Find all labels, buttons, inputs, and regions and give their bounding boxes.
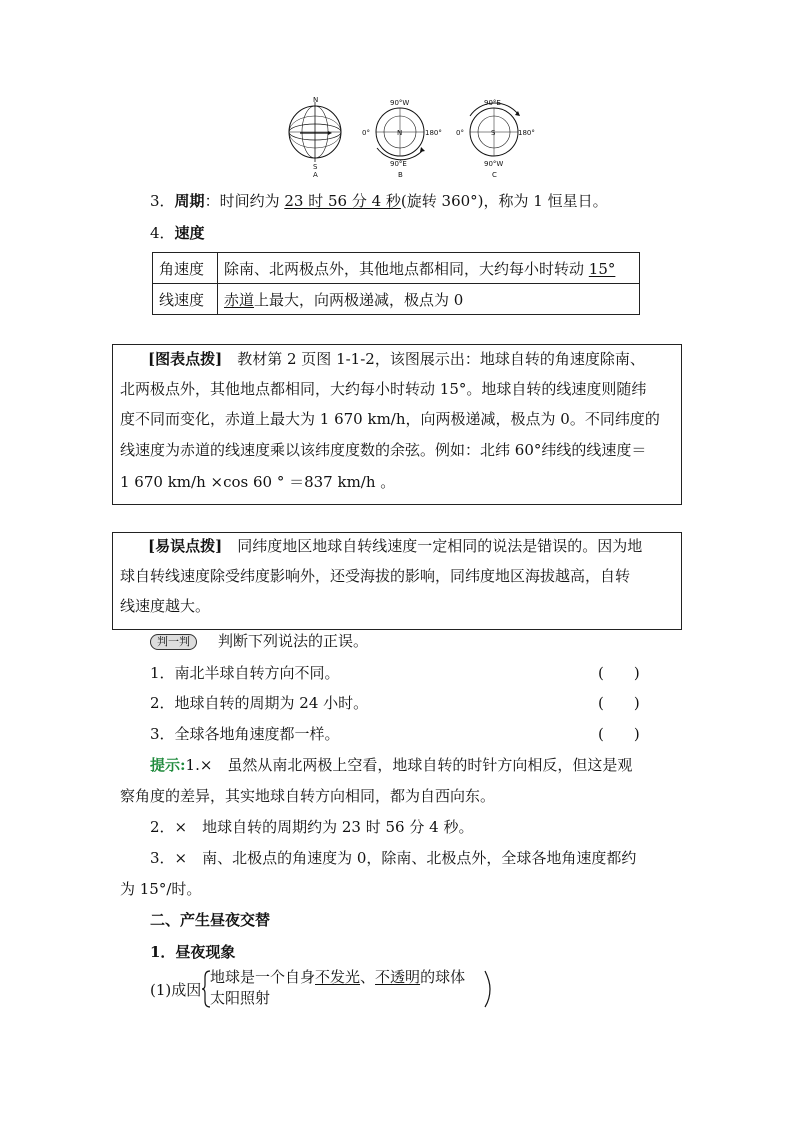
speed-num: 4．: [150, 224, 175, 242]
diagram-c-left-label: 0°: [456, 129, 464, 137]
hint-line-4: 3．× 南、北极点的角速度为 0，除南、北极点外，全球各地角速度都约: [150, 849, 637, 867]
diagram-b-right-label: 180°: [425, 129, 442, 137]
diagram-c-caption: C: [492, 171, 497, 178]
diagram-b-bottom-label: 90°E: [390, 160, 407, 168]
cause1-u2: 不透明: [375, 968, 421, 986]
judge-item-2: 2．地球自转的周期为 24 小时。: [150, 694, 369, 712]
error-tip-line-3: 线速度越大。: [120, 597, 211, 615]
speed-row-angular: [153, 253, 640, 284]
judge-item-3: 3．全球各地角速度都一样。: [150, 725, 340, 743]
cause1-mid: 、: [360, 968, 376, 986]
chart-tip-line-1: [148, 348, 645, 370]
judge-title: 判断下列说法的正误。: [218, 632, 369, 650]
hint-line-5: 为 15°/时。: [120, 880, 202, 898]
judge-badge: 判一判: [150, 634, 197, 650]
diagram-c-top-label: 90°E: [484, 99, 501, 107]
period-text2: (旋转 360°)，称为 1 恒星日。: [400, 192, 608, 210]
judge-item-3-answer: ( ): [598, 725, 640, 743]
diagram-a: [289, 96, 341, 178]
chart-tip-tag: [图表点拨]: [148, 350, 223, 368]
speed-row-linear: [153, 284, 640, 315]
hint-line-2: 察角度的差异，其实地球自转方向相同，都为自西向东。: [120, 787, 496, 805]
cause-label: (1)成因: [150, 981, 202, 999]
period-line: [150, 190, 608, 212]
speed-row-angular-cell: [218, 253, 640, 284]
diagram-c-right-label: 180°: [518, 129, 535, 137]
cause-line-2: 太阳照射: [210, 989, 271, 1007]
speed-row-linear-head: 线速度: [153, 284, 218, 315]
cause1-u1: 不发光: [315, 968, 361, 986]
diagram-c-center-label: S: [491, 129, 496, 137]
speed-row-linear-value: 赤道: [224, 290, 255, 309]
error-tip-line-2: 球自转线速度除受纬度影响外，还受海拔的影响，同纬度地区海拔越高，自转: [120, 567, 631, 585]
judge-item-1: 1．南北半球自转方向不同。: [150, 664, 340, 682]
diagram-c-bottom-label: 90°W: [484, 160, 504, 168]
hint-a1-line1: 1.× 虽然从南北两极上空看，地球自转的时针方向相反，但这是观: [185, 756, 633, 774]
chart-tip-text-1: 教材第 2 页图 1-1-2，该图展示出：地球自转的角速度除南、: [237, 350, 645, 368]
chart-tip-line-2: 北两极点外，其他地点都相同，大约每小时转动 15°。地球自转的线速度则随纬: [120, 380, 647, 398]
judge-item-1-answer: ( ): [598, 664, 640, 682]
speed-row-angular-head: 角速度: [153, 253, 218, 284]
diagram-b-top-label: 90°W: [390, 99, 410, 107]
cause-line-1: [210, 966, 465, 988]
earth-rotation-diagrams: [282, 96, 544, 178]
period-num: 3．: [150, 192, 175, 210]
error-tip-tag: [易误点拨]: [148, 537, 223, 555]
section2-sub: 1．昼夜现象: [150, 943, 236, 961]
diagram-c: [456, 99, 535, 178]
speed-heading: [150, 222, 205, 244]
error-tip-line-1: [148, 535, 642, 557]
cause1-pre: 地球是一个自身: [210, 968, 316, 986]
period-label: 周期: [174, 192, 205, 210]
speed-row-angular-text: 除南、北两极点外，其他地点都相同，大约每小时转动: [224, 259, 589, 278]
diagram-b-center-label: N: [397, 129, 403, 137]
speed-table: [152, 252, 640, 315]
diagram-b-caption: B: [398, 171, 403, 178]
period-text1: ：时间约为: [204, 192, 285, 210]
chart-tip-line-5: 1 670 km/h ×cos 60 ° ＝837 km/h 。: [120, 473, 396, 491]
chart-tip-line-4: 线速度为赤道的线速度乘以该纬度度数的余弦。例如：北纬 60°纬线的线速度＝: [120, 441, 647, 459]
cause-right-brace: [484, 969, 492, 1009]
speed-label: 速度: [174, 224, 205, 242]
diagram-b: [362, 99, 442, 178]
speed-row-linear-after: 上最大，向两极递减，极点为 0: [254, 290, 464, 309]
diagram-a-n-label: N: [313, 96, 319, 104]
hint-label: 提示:: [150, 756, 186, 774]
diagram-a-s-label: S: [313, 163, 318, 171]
chart-tip-line-3: 度不同而变化，赤道上最大为 1 670 km/h，向两极递减，极点为 0。不同纬度的: [120, 410, 660, 428]
period-value: 23 时 56 分 4 秒: [284, 192, 401, 210]
speed-row-linear-cell: [218, 284, 640, 315]
error-tip-text-1: 同纬度地区地球自转线速度一定相同的说法是错误的。因为地: [237, 537, 643, 555]
hint-line-1: [150, 754, 632, 776]
cause1-post: 的球体: [420, 968, 466, 986]
diagram-b-left-label: 0°: [362, 129, 370, 137]
hint-line-3: 2．× 地球自转的周期约为 23 时 56 分 4 秒。: [150, 818, 474, 836]
diagram-a-caption: A: [313, 171, 318, 178]
judge-item-2-answer: ( ): [598, 694, 640, 712]
section2-title: 二、产生昼夜交替: [150, 911, 271, 929]
speed-row-angular-value: 15°: [588, 259, 616, 278]
